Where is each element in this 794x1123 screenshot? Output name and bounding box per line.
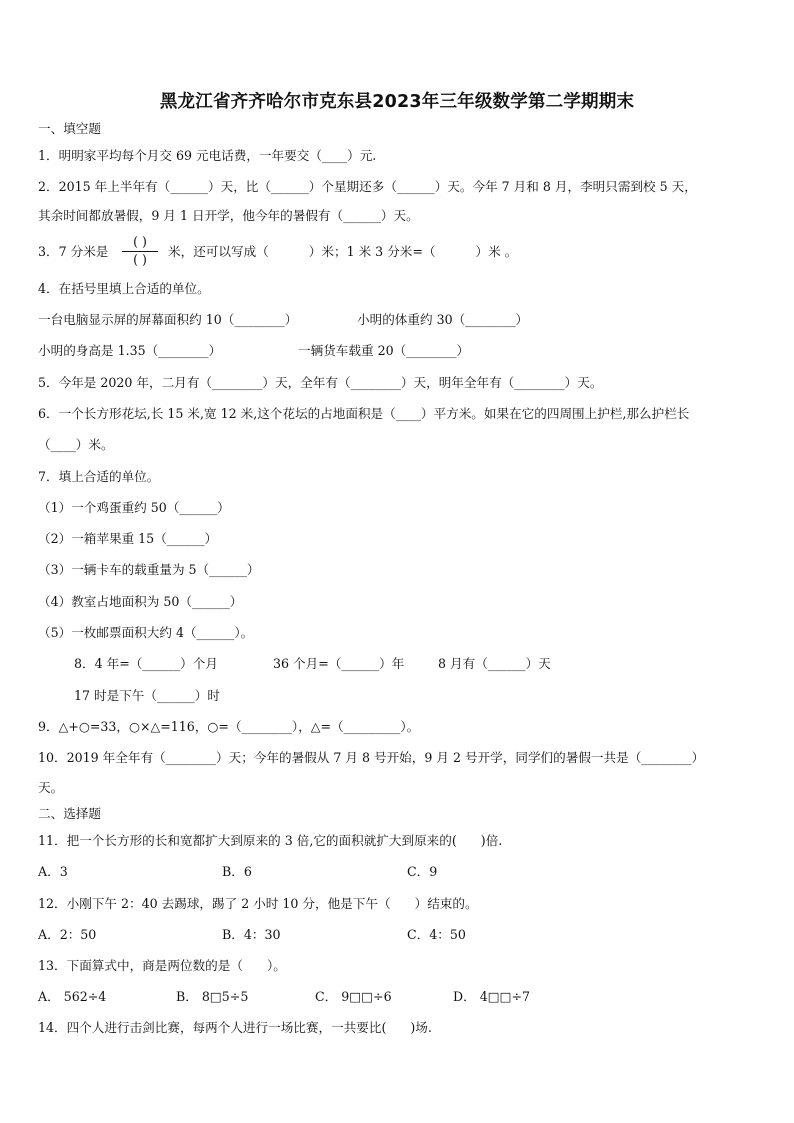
section-heading-multiple-choice: 二、选择题 [38, 806, 101, 821]
question-6-line-1: 6．一个长方形花坛,长 15 米,宽 12 米,这个花坛的占地面积是（____）平方米。如果在它的四周围上护栏,那么护栏长 [38, 406, 690, 421]
question-10-line-2: 天。 [38, 780, 64, 795]
section-heading-fill-blank: 一、填空题 [38, 121, 101, 136]
question-11-option-a: A．3 [38, 864, 68, 879]
question-3-suffix: 米，还可以写成（ ）米；1 米 3 分米=（ ）米 。 [168, 244, 518, 259]
question-7-item-1: （1）一个鸡蛋重约 50（______） [38, 500, 230, 515]
question-8-item-c: 8 月有（______）天 [438, 656, 551, 671]
question-4-item-c: 小明的身高是 1.35（________） [38, 343, 222, 358]
question-12-option-b: B．4：30 [222, 927, 281, 942]
question-8-item-a: 8．4 年=（______）个月 [74, 656, 218, 671]
question-7-item-2: （2）一箱苹果重 15（______） [38, 531, 218, 546]
question-13-option-a: A． 562÷4 [38, 989, 107, 1004]
question-14: 14．四个人进行击剑比赛，每两个人进行一场比赛，一共要比( )场. [38, 1020, 432, 1035]
question-1: 1．明明家平均每个月交 69 元电话费，一年要交（____）元. [38, 148, 377, 163]
page-title: 黑龙江省齐齐哈尔市克东县2023年三年级数学第二学期期末 [159, 92, 635, 112]
fraction-denominator: ( ) [133, 252, 147, 267]
question-3-fraction-blank [116, 234, 164, 268]
question-4-item-a: 一台电脑显示屏的屏幕面积约 10（________） [38, 312, 298, 327]
question-12-option-c: C．4：50 [407, 927, 466, 942]
question-13: 13．下面算式中，商是两位数的是（ ）。 [38, 958, 286, 973]
question-11: 11．把一个长方形的长和宽都扩大到原来的 3 倍,它的面积就扩大到原来的( )倍. [38, 833, 503, 848]
question-10-line-1: 10．2019 年全年有（________）天；今年的暑假从 7 月 8 号开始，9 月 2 号开学，同学们的暑假一共是（________） [38, 750, 705, 765]
question-13-option-c: C． 9□□÷6 [315, 989, 392, 1004]
question-7-item-5: （5）一枚邮票面积大约 4（______）。 [38, 625, 254, 640]
question-7-item-4: （4）教室占地面积为 50（______） [38, 594, 243, 609]
question-12-option-a: A．2：50 [38, 927, 97, 942]
question-12: 12．小刚下午 2：40 去踢球，踢了 2 小时 10 分，他是下午（ ）结束的。 [38, 896, 478, 911]
question-6-line-2: （____）米。 [38, 437, 114, 452]
question-4-item-d: 一辆货车载重 20（________） [298, 343, 470, 358]
question-11-option-c: C．9 [407, 864, 438, 879]
fraction-numerator: ( ) [133, 234, 147, 249]
question-8-item-d: 17 时是下午（______）时 [74, 688, 220, 703]
question-4-item-b: 小明的体重约 30（________） [357, 312, 529, 327]
question-7-item-3: （3）一辆卡车的载重量为 5（______） [38, 562, 260, 577]
question-11-option-b: B．6 [222, 864, 252, 879]
question-9: 9．△+○=33，○×△=116，○=（________），△=（_________）。 [38, 719, 420, 734]
question-7: 7．填上合适的单位。 [38, 469, 160, 484]
question-4: 4．在括号里填上合适的单位。 [38, 281, 210, 296]
question-13-option-b: B． 8□5÷5 [176, 989, 249, 1004]
question-8-item-b: 36 个月=（______）年 [273, 656, 405, 671]
question-3-prefix: 3．7 分米是 [38, 244, 109, 259]
question-2-line-2: 其余时间都放暑假，9 月 1 日开学，他今年的暑假有（______）天。 [38, 208, 419, 223]
question-13-option-d: D． 4□□÷7 [453, 989, 531, 1004]
question-5: 5．今年是 2020 年，二月有（________）天，全年有（________）天，明年全年有（________）天。 [38, 375, 603, 390]
question-2-line-1: 2．2015 年上半年有（______）天，比（______）个星期还多（______）天。今年 7 月和 8 月，李明只需到校 5 天， [38, 179, 697, 194]
